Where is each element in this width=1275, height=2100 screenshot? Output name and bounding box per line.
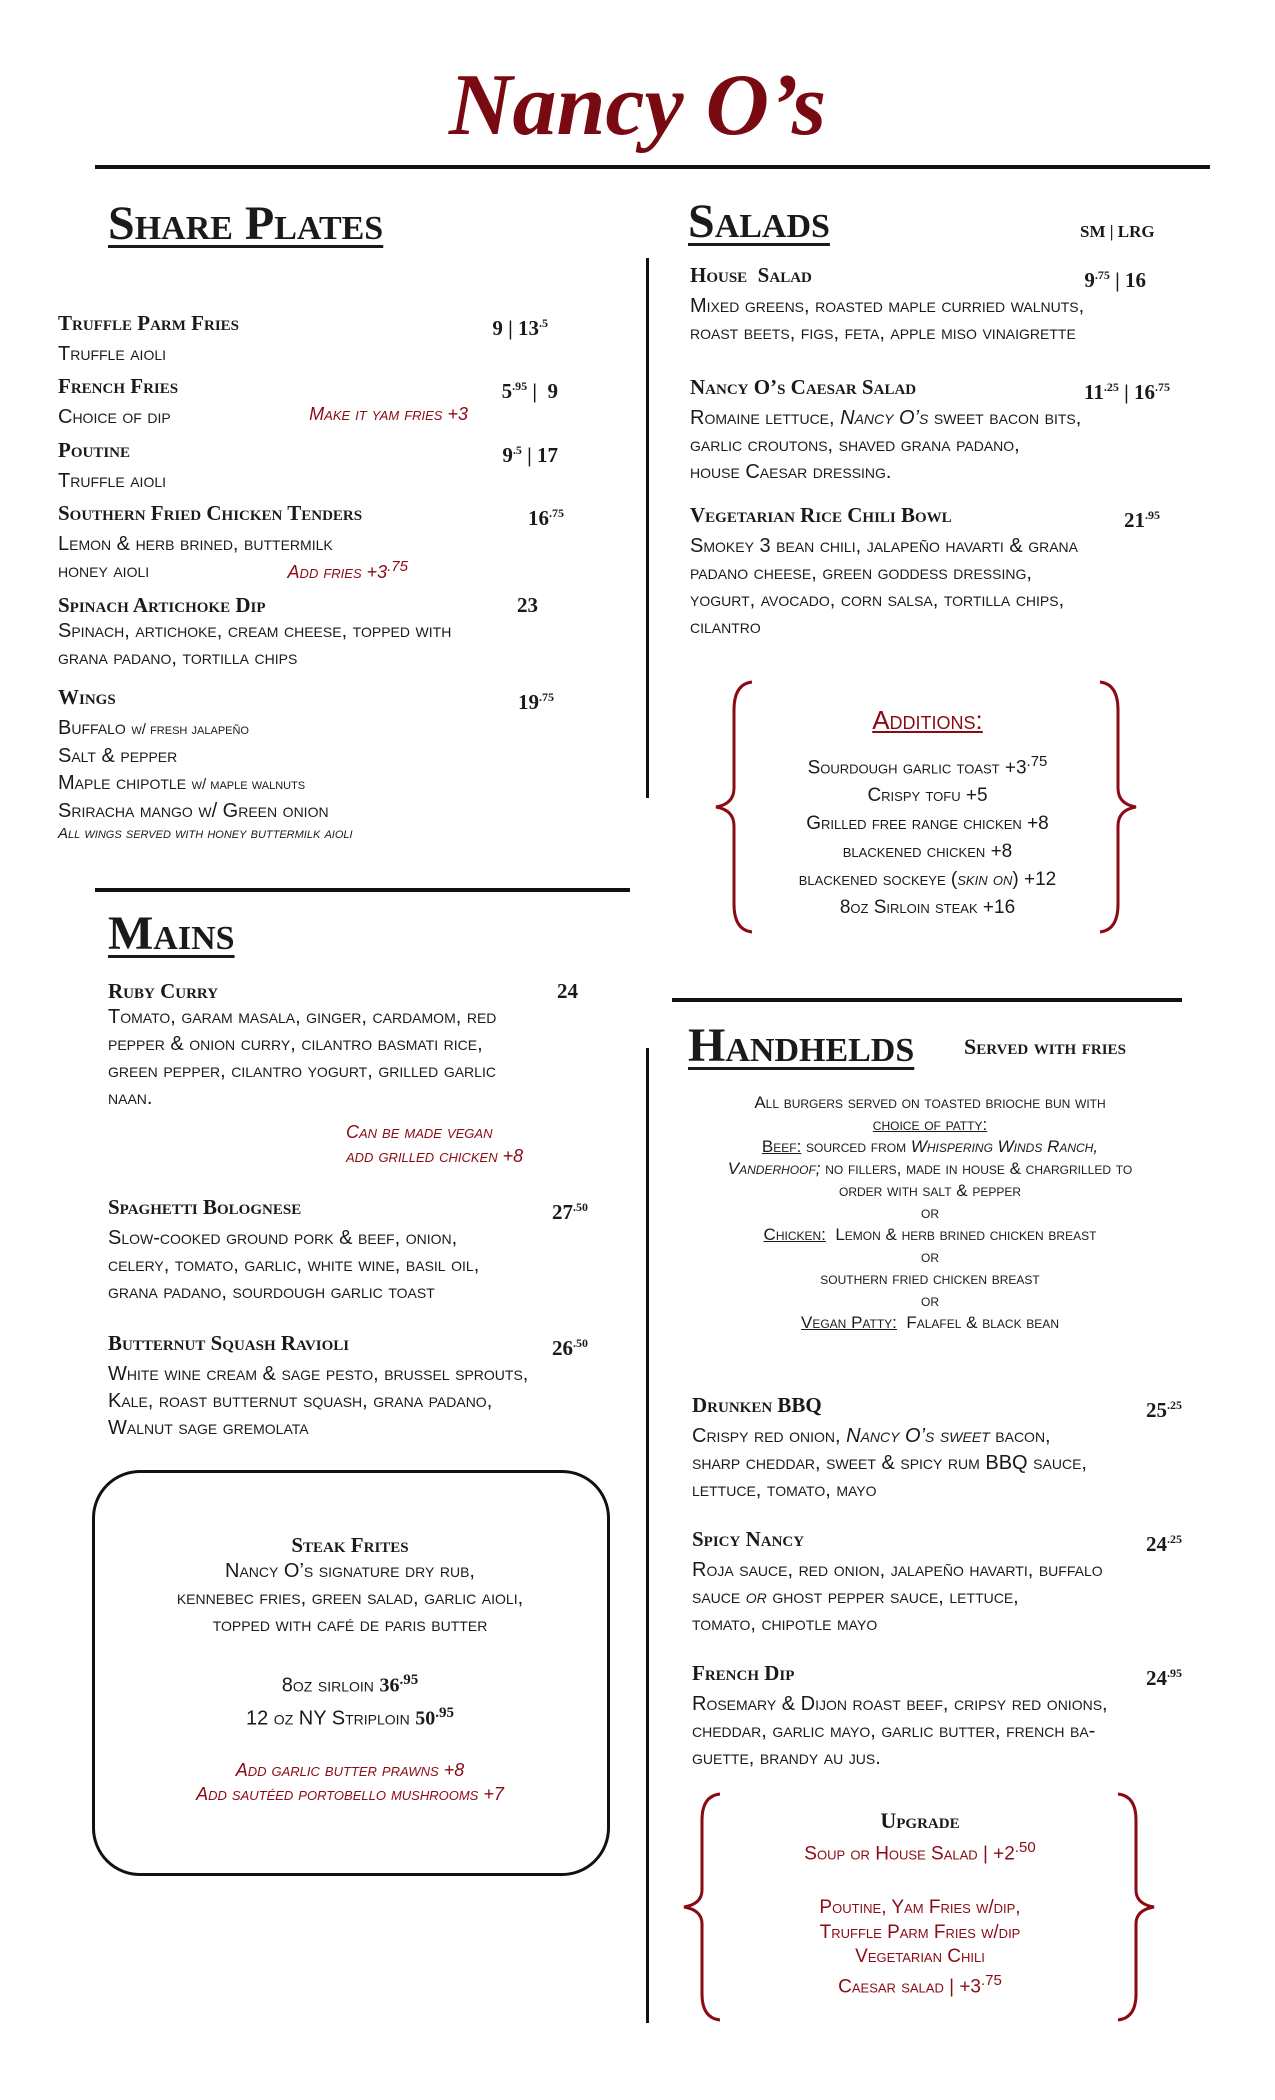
item-desc: Roja sauce, red onion, jalapeño havarti, buffalo [692,1559,1103,1581]
item-desc: sauce or ghost pepper sauce, lettuce, [692,1586,1019,1608]
menu-item [58,373,558,431]
or-text: or [921,1291,939,1310]
menu-item [58,500,564,585]
column-divider [646,258,649,798]
item-name: Poutine [58,438,131,462]
beef-info: order with salt & pepper [838,1181,1022,1200]
item-desc: Smokey 3 bean chili, jalapeño havarti & grana [690,535,1078,557]
menu-item [58,684,558,842]
item-desc: Walnut sage gremolata [108,1417,309,1439]
item-name: French Fries [58,374,179,398]
addition-item: Grilled free range chicken +8 [806,813,1049,835]
wing-flavor: Salt & pepper [58,745,178,767]
item-note: Add garlic butter prawns +8 [235,1760,465,1781]
item-desc: grana padano, tortilla chips [58,647,298,669]
wing-flavor: Buffalo w/ fresh jalapeño [58,717,249,739]
item-desc: Romaine lettuce, Nancy O’s sweet bacon bits, [690,407,1082,429]
left-brace-icon [710,680,760,935]
upgrade-heading: Upgrade [880,1808,960,1833]
item-name: Truffle Parm Fries [58,311,240,335]
menu-item [690,374,1170,486]
item-name: Butternut Squash Ravioli [108,1331,350,1355]
item-price: $5^{.95}$ | 9 [501,379,558,403]
item-desc: Mixed greens, roasted maple curried walnuts, [690,295,1085,317]
item-name: Spicy Nancy [692,1527,805,1551]
item-desc: Tomato, garam masala, ginger, cardamom, red [108,1006,497,1028]
menu-item [58,310,558,368]
item-name: Drunken BBQ [692,1393,822,1417]
item-desc: Nancy O’s signature dry rub, [225,1560,475,1582]
item-desc: Rosemary & Dijon roast beef, cripsy red onions, [692,1693,1108,1715]
item-price: $9^{.75}$ | 16 [1084,268,1146,292]
item-note: Make it yam fries +3 [309,404,468,424]
addition-item: blackened chicken +8 [842,841,1013,863]
item-name: Wings [58,685,116,709]
menu-item [692,1660,1182,1772]
steak-option: 8oz sirloin $36^{.95}$ [281,1672,419,1697]
item-desc: Crispy red onion, Nancy O’s sweet bacon, [692,1425,1051,1447]
size-label: SM | LRG [1080,222,1155,241]
item-price: $26^{.50}$ [552,1336,588,1360]
item-price: $11^{.25}$ | $16^{.75}$ [1084,380,1170,404]
item-desc: house Caesar dressing. [690,461,892,483]
or-text: or [921,1203,939,1222]
handhelds-heading: Handhelds [688,1019,915,1072]
item-desc: naan. [108,1087,153,1109]
column-divider [646,1048,649,2023]
item-desc: yogurt, avocado, corn salsa, tortilla chips, [690,589,1065,611]
or-text: or [921,1247,939,1266]
right-brace-icon [1092,680,1142,935]
steak-frites [95,1532,605,1806]
upgrade-item: Truffle Parm Fries w/dip [819,1922,1021,1944]
item-price: $24^{.25}$ [1146,1532,1182,1556]
item-name: Vegetarian Rice Chili Bowl [690,503,952,527]
item-name: Ruby Curry [108,979,219,1003]
item-price: 24 [557,979,578,1003]
steak-option: 12 oz NY Striploin $50^{.95}$ [246,1704,454,1730]
item-desc: Lemon & herb brined, buttermilk [58,533,333,555]
item-desc: Slow-cooked ground pork & beef, onion, [108,1227,458,1249]
item-name: Nancy O’s Caesar Salad [690,375,917,399]
item-desc: Truffle aioli [58,470,167,492]
menu-item [690,262,1160,347]
wing-flavor: Maple chipotle w/ maple walnuts [58,772,306,794]
item-desc: grana padano, sourdough garlic toast [108,1281,435,1303]
item-price: $21^{.95}$ [1124,508,1160,532]
menu-item [692,1392,1182,1504]
item-name: French Dip [692,1661,795,1685]
intro-text: All burgers served on toasted brioche bun with [754,1093,1106,1112]
item-note: Can be made vegan [346,1122,493,1142]
addition-item: Sourdough garlic toast $+3^{.75}$ [807,753,1048,779]
item-name: Spaghetti Bolognese [108,1195,302,1219]
additions-box [760,702,1095,922]
salads-heading: Salads [688,195,830,248]
addition-item: blackened sockeye (skin on) +12 [798,869,1057,891]
mains-heading: Mains [108,907,235,960]
right-brace-icon [1110,1792,1160,2022]
item-note: Add fries $+3^{.75}$ [287,558,408,582]
patty-info [660,1092,1200,1334]
wing-footnote: All wings served with honey buttermilk aioli [58,825,353,842]
upgrade-item: Soup or House Salad | $+2^{.50}$ [804,1839,1036,1865]
item-desc: sharp cheddar, sweet & spicy rum BBQ sauce, [692,1452,1087,1474]
share-plates-heading: Share Plates [108,197,384,250]
item-price: 9 | $13^{.5}$ [492,316,548,340]
item-price: $27^{.50}$ [552,1200,588,1224]
additions-heading: Additions: [872,705,983,735]
upgrade-item: Poutine, Yam Fries w/dip, [819,1897,1021,1919]
upgrade-box [730,1808,1110,2000]
menu-item [690,502,1170,641]
handhelds-subheading: Served with fries [964,1034,1126,1059]
beef-info: Beef: sourced from Whispering Winds Ranch, [761,1137,1099,1156]
upgrade-item: Caesar salad | $+3^{.75}$ [838,1972,1002,1998]
item-desc: pepper & onion curry, cilantro basmati rice, [108,1033,483,1055]
item-desc: kennebec fries, green salad, garlic aioli, [176,1587,524,1609]
menu-item [108,1194,588,1306]
item-desc: garlic croutons, shaved grana padano, [690,434,1020,456]
item-desc: Choice of dip [58,406,171,428]
item-name: Steak Frites [291,1533,409,1557]
item-note: add grilled chicken +8 [346,1146,524,1166]
item-name: House Salad [690,263,812,287]
restaurant-title: Nancy O’s [448,57,827,154]
item-desc: Spinach, artichoke, cream cheese, topped with [58,620,452,642]
item-desc: honey aioli [58,560,150,582]
menu-item [692,1526,1182,1638]
menu-item [108,1330,588,1442]
beef-info: Vanderhoof; no fillers, made in house & chargrilled to [727,1159,1133,1178]
item-price: $9^{.5}$ | 17 [502,443,558,467]
item-desc: topped with café de paris butter [212,1614,488,1636]
item-name: Southern Fried Chicken Tenders [58,501,363,525]
top-divider [95,165,1210,169]
handhelds-divider [672,998,1182,1002]
item-desc: Truffle aioli [58,343,167,365]
item-desc: lettuce, tomato, mayo [692,1479,877,1501]
item-price: $19^{.75}$ [518,690,554,714]
mains-divider [95,888,630,892]
item-desc: guette, brandy au jus. [692,1747,881,1769]
wing-flavor: Sriracha mango w/ Green onion [58,800,329,822]
item-desc: green pepper, cilantro yogurt, grilled garlic [108,1060,496,1082]
item-desc: tomato, chipotle mayo [692,1613,878,1635]
item-price: $24^{.95}$ [1146,1666,1182,1690]
menu-item [58,437,558,495]
item-desc: roast beets, figs, feta, apple miso vinaigrette [690,322,1076,344]
upgrade-item: Vegetarian Chili [855,1946,985,1968]
item-note: Add sautéed portobello mushrooms +7 [196,1784,504,1805]
item-desc: cilantro [690,616,761,638]
item-desc: Kale, roast butternut squash, grana padano, [108,1390,493,1412]
menu-item [58,592,558,672]
item-desc: celery, tomato, garlic, white wine, basil oil, [108,1254,480,1276]
intro-text: choice of patty: [872,1115,988,1134]
item-name: Spinach Artichoke Dip [58,593,266,617]
item-price: $16^{.75}$ [528,506,564,530]
vegan-info: Vegan Patty: Falafel & black bean [801,1313,1059,1332]
item-desc: padano cheese, green goddess dressing, [690,562,1032,584]
addition-item: Crispy tofu +5 [867,785,988,807]
addition-item: 8oz Sirloin steak +16 [839,897,1016,919]
item-desc: White wine cream & sage pesto, brussel sprouts, [108,1363,529,1385]
chicken-info: southern fried chicken breast [820,1269,1040,1288]
left-brace-icon [680,1792,730,2022]
chicken-info: Chicken: Lemon & herb brined chicken breast [763,1225,1097,1244]
item-desc: cheddar, garlic mayo, garlic butter, french ba- [692,1720,1096,1742]
item-price: 23 [517,593,538,617]
menu-item [108,978,588,1168]
item-price: $25^{.25}$ [1146,1398,1182,1422]
